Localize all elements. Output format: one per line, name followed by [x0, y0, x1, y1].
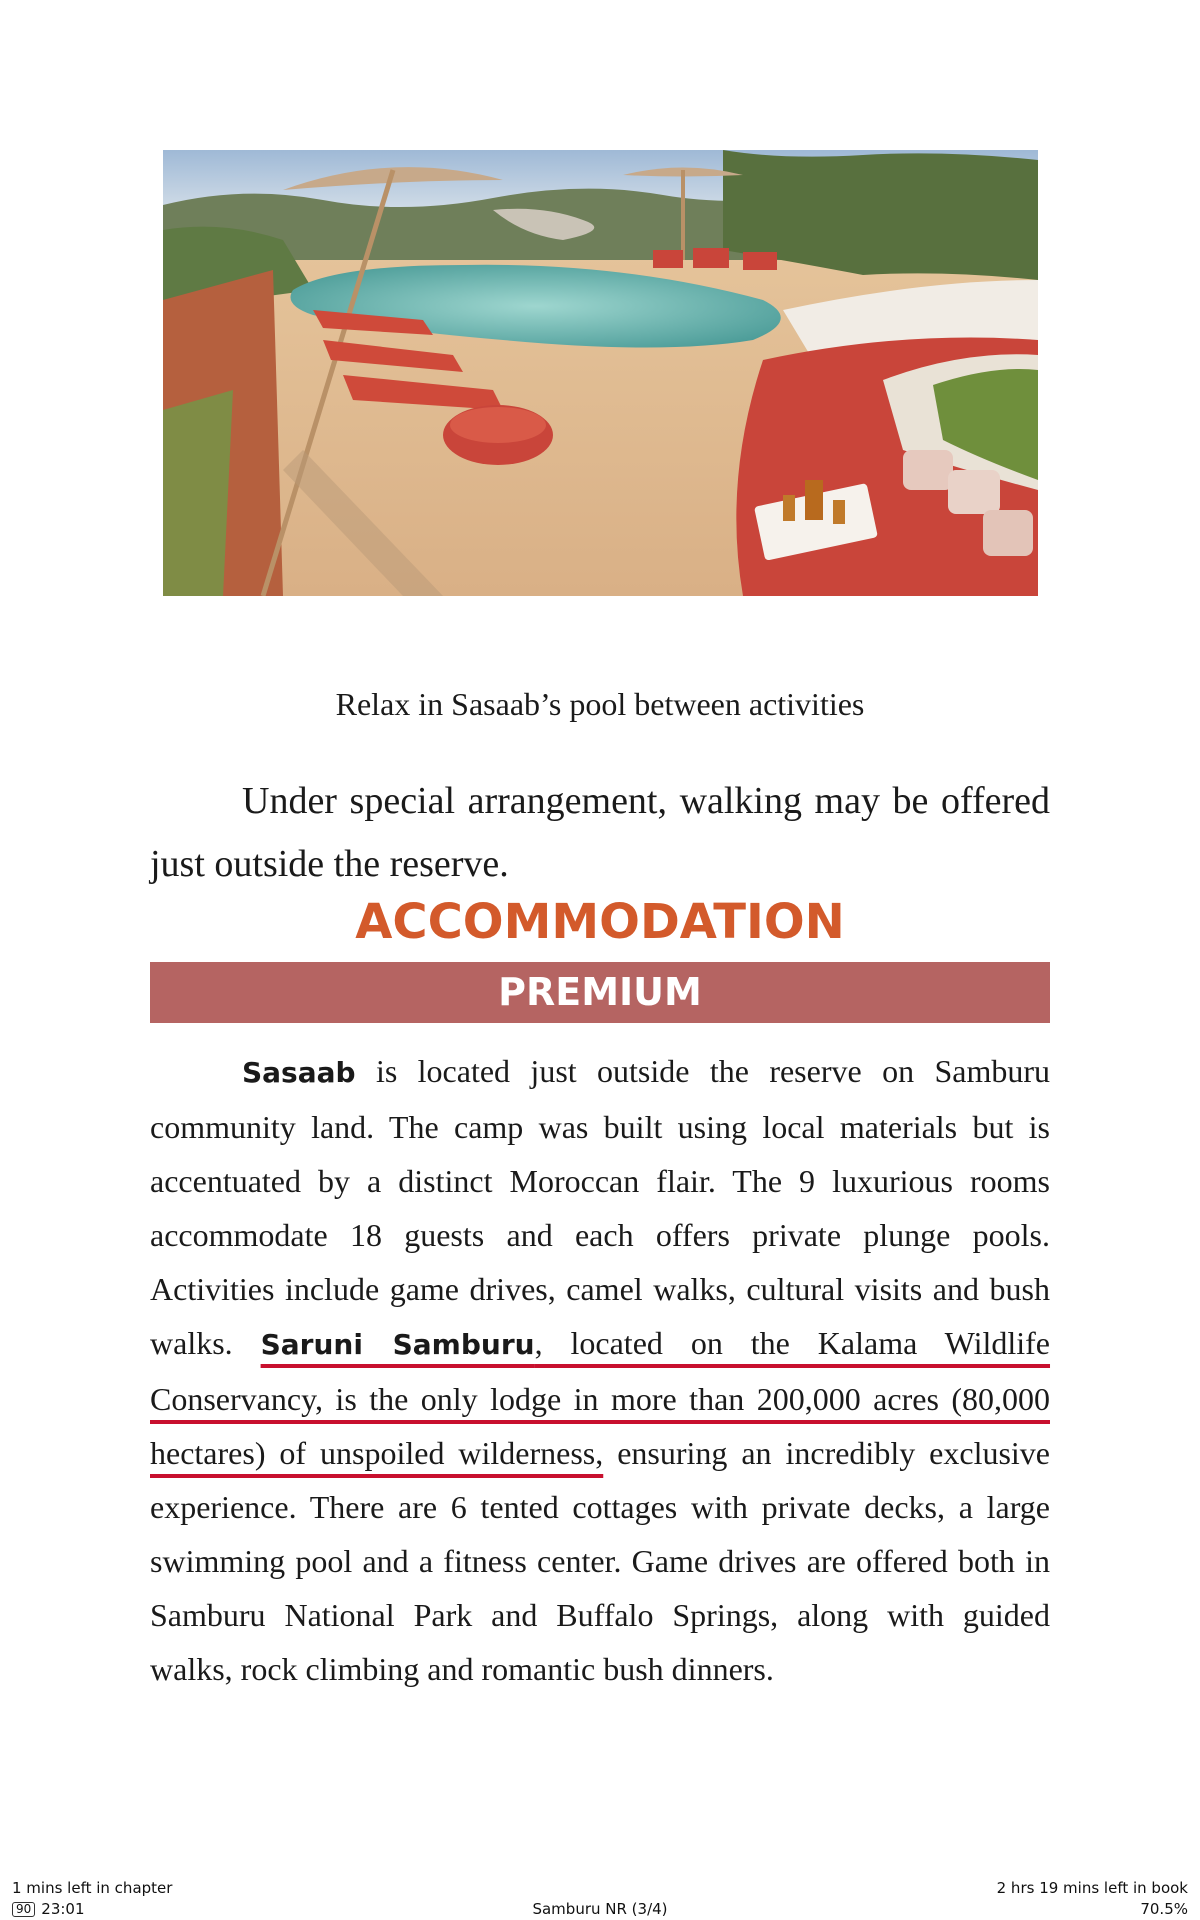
- reader-footer: [0, 1876, 1200, 1920]
- highlighted-text: , located on the Kalama Wildlife Conservancy, is the only lodge in more than 200,000 acres (80,000 hectares) of unspoiled wilderness,: [150, 1325, 1051, 1471]
- clock-time: 23:01: [41, 1900, 85, 1918]
- saruni-name[interactable]: Saruni Samburu: [260, 1328, 535, 1361]
- accommodation-paragraph: [150, 1044, 1050, 1696]
- sasaab-name[interactable]: Sasaab: [242, 1056, 356, 1089]
- reading-progress[interactable]: 70.5%: [1140, 1900, 1188, 1918]
- section-heading: ACCOMMODATION: [355, 894, 845, 950]
- paragraph-text-end: ensuring an incredibly exclusive experience. There are 6 tented cottages with private decks, a large swimming pool and a fitness center. Game drives are offered both in Samburu National Park and Buffalo Springs, along with guided walks, rock climbing and romantic bush dinners.: [150, 1435, 1051, 1687]
- chapter-time-left[interactable]: 1 mins left in chapter: [12, 1879, 173, 1897]
- intro-paragraph: Under special arrangement, walking may be offered just outside the reserve.: [150, 780, 1050, 885]
- book-time-left[interactable]: 2 hrs 19 mins left in book: [996, 1879, 1188, 1897]
- paragraph-text: is located just outside the reserve on Samburu community land. The camp was built using local materials but is accentuated by a distinct Moroccan flair. The 9 luxurious rooms accommodate 18 guests and each offers private plunge pools. Activities include game drives, camel walks, cultural visits and bush walks.: [150, 1053, 1050, 1361]
- pool-photo: [163, 150, 1038, 596]
- photo-caption: Relax in Sasaab’s pool between activities: [335, 686, 865, 722]
- battery-icon: 90: [12, 1902, 35, 1917]
- chapter-title[interactable]: Samburu NR (3/4): [532, 1900, 668, 1918]
- premium-band: PREMIUM: [150, 962, 1050, 1023]
